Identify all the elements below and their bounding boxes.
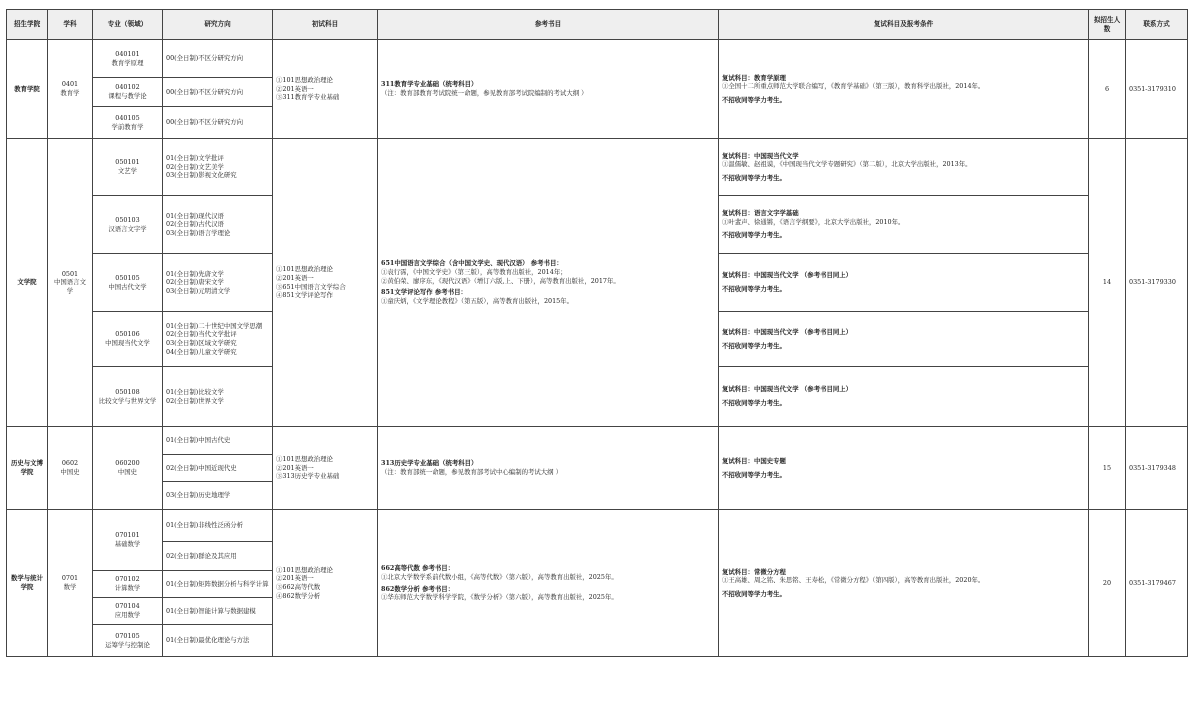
retest-body: ①王高雄、周之铭、朱思铭、王寿松，《常微分方程》（第四版），高等教育出版社，2020年。 [722,576,985,585]
retest-title: 复试科目：教育学原理 [722,73,786,82]
research-direction: 01(全日制)非线性泛函分析 [163,510,273,542]
retest-condition: 不招收同等学力考生。 [722,399,786,407]
reference-title: 311教育学专业基础（统考科目） [381,80,478,89]
retest-info [719,196,1089,254]
reference-block [381,288,715,305]
reference-title: 862数学分析 参考书目： [381,584,455,593]
contact-phone: 0351-3179348 [1126,427,1188,510]
research-direction: 01(全日制)文学批评 02(全日制)文艺美学 03(全日制)影视文化研究 [163,139,273,196]
retest-title: 复试科目：中国现当代文学 （参考书目同上） [722,271,853,280]
research-direction: 01(全日制)中国古代史 [163,427,273,455]
research-direction: 02(全日制)中国近现代史 [163,455,273,482]
research-direction: 01(全日制)矩阵数据分析与科学计算 [163,571,273,598]
discipline: 0602 中国史 [48,427,93,510]
research-direction: 03(全日制)历史地理学 [163,482,273,510]
column-header: 学科 [48,10,93,40]
retest-title: 复试科目：语言文字学基础 [722,209,799,218]
enrollment-quota: 6 [1089,40,1126,139]
college-name: 教育学院 [7,40,48,139]
retest-condition: 不招收同等学力考生。 [722,95,786,104]
exam-subjects: ①101思想政治理论 ②201英语一 ③311教育学专业基础 [273,40,378,139]
retest-condition: 不招收同等学力考生。 [722,231,786,240]
retest-body: ①温儒敏、赵祖谟，《中国现当代文学专题研究》（第二版），北京大学出版社，2013年。 [722,160,972,169]
major-name: 050108 比较文学与世界文学 [93,367,163,427]
contact-phone: 0351-3179467 [1126,510,1188,657]
major-name: 070104 应用数学 [93,598,163,625]
reference-body: （注：教育部统一命题，参见教育部考试中心编制的考试大纲 ） [381,468,562,476]
reference-books [378,139,719,427]
major-name: 040101 教育学原理 [93,40,163,78]
reference-body: ①袁行霈，《中国文学史》（第三版），高等教育出版社，2014年； ②黄伯荣、廖序东，《现代汉语》（增订六版,上、下册），高等教育出版社，2017年。 [381,268,620,285]
discipline: 0501 中国语言文学 [48,139,93,427]
retest-title: 复试科目：中国史专题 [722,456,786,465]
exam-subjects: ①101思想政治理论 ②201英语一 ③662高等代数 ④862数学分析 [273,510,378,657]
reference-books [378,40,719,139]
retest-condition: 不招收同等学力考生。 [722,285,786,293]
reference-body: ①华东师范大学数学科学学院，《数学分析》（第六版），高等教育出版社，2025年。 [381,593,618,602]
retest-info [719,254,1089,312]
research-direction: 01(全日制)二十世纪中国文学思潮 02(全日制)当代文学批评 03(全日制)区域文学研究 04(全日制)儿童文学研究 [163,312,273,367]
research-direction: 01(全日制)比较文学 02(全日制)世界文学 [163,367,273,427]
column-header: 拟招生人数 [1089,10,1126,40]
retest-condition: 不招收同等学力考生。 [722,470,786,479]
table-body [7,40,1188,657]
reference-title: 651中国语言文学综合（含中国文学史、现代汉语） 参考书目： [381,259,563,268]
exam-subjects: ①101思想政治理论 ②201英语一 ③313历史学专业基础 [273,427,378,510]
table-header [7,10,1188,40]
major-name: 050106 中国现当代文学 [93,312,163,367]
retest-info [719,510,1089,657]
research-direction: 00(全日制)不区分研究方向 [163,40,273,78]
enrollment-quota: 15 [1089,427,1126,510]
research-direction: 00(全日制)不区分研究方向 [163,107,273,139]
reference-body: ①童庆炳，《文学理论教程》（第五版），高等教育出版社，2015年。 [381,296,573,305]
column-header: 联系方式 [1126,10,1188,40]
retest-info [719,427,1089,510]
major-name: 050105 中国古代文学 [93,254,163,312]
table-row [7,40,1188,78]
discipline: 0701 数学 [48,510,93,657]
retest-condition: 不招收同等学力考生。 [722,589,786,598]
retest-info [719,312,1089,367]
retest-title: 复试科目：常微分方程 [722,567,786,576]
column-header: 招生学院 [7,10,48,40]
major-name: 050103 汉语言文字学 [93,196,163,254]
research-direction: 01(全日制)智能计算与数据建模 [163,598,273,625]
table-row [7,427,1188,455]
major-name: 070105 运筹学与控制论 [93,625,163,657]
major-name: 070102 计算数学 [93,571,163,598]
enrollment-quota: 20 [1089,510,1126,657]
research-direction: 01(全日制)最优化理论与方法 [163,625,273,657]
column-header: 专业（领域） [93,10,163,40]
reference-books [378,427,719,510]
retest-body: ①全国十二所重点师范大学联合编写，《教育学基础》（第三版），教育科学出版社，2014年。 [722,82,985,91]
reference-title: 662高等代数 参考书目： [381,564,455,573]
retest-title: 复试科目：中国现当代文学 （参考书目同上） [722,385,853,394]
major-name: 040102 课程与教学论 [93,78,163,107]
research-direction: 01(全日制)现代汉语 02(全日制)古代汉语 03(全日制)语言学理论 [163,196,273,254]
retest-condition: 不招收同等学力考生。 [722,341,786,350]
reference-block [381,459,715,476]
reference-body: （注：教育部教育考试院统一命题，参见教育部考试院编制的考试大纲 ） [381,89,588,97]
research-direction: 00(全日制)不区分研究方向 [163,78,273,107]
column-header: 初试科目 [273,10,378,40]
exam-subjects: ①101思想政治理论 ②201英语一 ③651中国语言文学综合 ④851文学评论写作 [273,139,378,427]
column-header: 复试科目及报考条件 [719,10,1089,40]
column-header: 研究方向 [163,10,273,40]
reference-books [378,510,719,657]
reference-block [381,585,715,602]
retest-title: 复试科目：中国现当代文学 （参考书目同上） [722,327,853,336]
contact-phone: 0351-3179330 [1126,139,1188,427]
research-direction: 02(全日制)群论及其应用 [163,542,273,571]
college-name: 数学与统计学院 [7,510,48,657]
reference-title: 313历史学专业基础（统考科目） [381,459,478,468]
retest-info [719,139,1089,196]
retest-info [719,40,1089,139]
research-direction: 01(全日制)先唐文学 02(全日制)唐宋文学 03(全日制)元明清文学 [163,254,273,312]
reference-block [381,80,715,97]
major-name: 060200 中国史 [93,427,163,510]
reference-title: 851文学评论写作 参考书目： [381,288,467,297]
table-row [7,139,1188,196]
college-name: 文学院 [7,139,48,427]
enrollment-quota: 14 [1089,139,1126,427]
retest-condition: 不招收同等学力考生。 [722,173,786,182]
table-row [7,510,1188,542]
major-name: 070101 基础数学 [93,510,163,571]
retest-info [719,367,1089,427]
reference-block [381,259,715,285]
discipline: 0401 教育学 [48,40,93,139]
admissions-table [6,9,1188,657]
contact-phone: 0351-3179310 [1126,40,1188,139]
reference-body: ①北京大学数学系前代数小组，《高等代数》（第六版），高等教育出版社，2025年。 [381,572,618,581]
major-name: 040105 学前教育学 [93,107,163,139]
retest-body: ①叶蜚声、徐通锵，《语言学纲要》，北京大学出版社，2010年。 [722,217,905,226]
college-name: 历史与文博学院 [7,427,48,510]
column-header: 参考书目 [378,10,719,40]
major-name: 050101 文艺学 [93,139,163,196]
reference-block [381,564,715,581]
retest-title: 复试科目：中国现当代文学 [722,151,799,160]
